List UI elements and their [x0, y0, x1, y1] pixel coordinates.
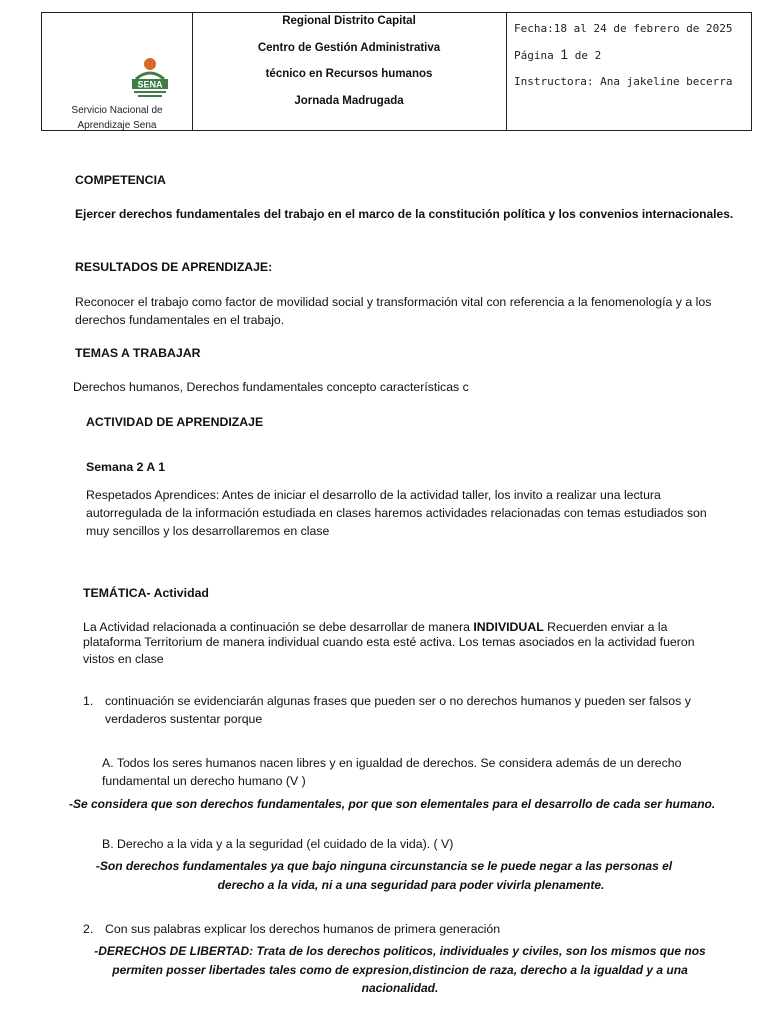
answer-2-line: -DERECHOS DE LIBERTAD: Trata de los derechos politicos, individuales y civiles, son los mismos que nos — [94, 944, 706, 958]
item2-text: Con sus palabras explicar los derechos humanos de primera generación — [105, 922, 501, 936]
item1-text-line: continuación se evidenciarán algunas frases que pueden ser o no derechos humanos y pueden ser falsos y — [105, 694, 691, 708]
statement-b: B. Derecho a la vida y a la seguridad (el cuidado de la vida). ( V) — [102, 837, 454, 851]
resultados-text-line: derechos fundamentales en el trabajo. — [75, 313, 285, 327]
regional-name: Regional Distrito Capital — [282, 15, 416, 27]
date-label: Fecha:18 al 24 de febrero de 2025 — [514, 22, 733, 35]
statement-a-line: A. Todos los seres humanos nacen libres y en igualdad de derechos. Se considera además de un derecho — [102, 756, 682, 770]
center-name: Centro de Gestión Administrativa — [257, 42, 441, 54]
program-name: técnico en Recursos humanos — [265, 68, 433, 80]
org-name-line: Servicio Nacional de — [71, 105, 163, 116]
page-number — [514, 47, 601, 63]
tematica-text-line: vistos en clase — [83, 652, 164, 666]
answer-2-line: nacionalidad. — [361, 981, 439, 995]
document-header-table — [41, 12, 752, 131]
org-name-line: Aprendizaje Sena — [77, 120, 157, 131]
tematica-text-part: Recuerden enviar a la — [543, 620, 668, 634]
organization-name — [42, 103, 192, 133]
temas-heading: TEMAS A TRABAJAR — [75, 346, 201, 360]
item1-text-line: verdaderos sustentar porque — [105, 712, 263, 726]
competencia-text: Ejercer derechos fundamentales del trabajo en el marco de la constitución política y los convenios internacionales. — [75, 207, 734, 221]
actividad-heading: ACTIVIDAD DE APRENDIZAJE — [86, 415, 264, 429]
page-current: 1 — [560, 46, 569, 62]
actividad-intro-line: autorregulada de la información estudiada en clases haremos actividades relacionadas con temas estudiados son — [86, 506, 707, 520]
resultados-text-line: Reconocer el trabajo como factor de movilidad social y transformación vital con referencia a la fenomenología y a los — [75, 295, 712, 309]
header-right-cell — [506, 13, 751, 130]
actividad-intro-line: Respetados Aprendices: Antes de iniciar el desarrollo de la actividad taller, los invito a realizar una lectura — [86, 488, 661, 502]
tematica-text-line: plataforma Territorium de manera individual cuando esta esté activa. Los temas asociados en la actividad fueron — [83, 635, 695, 649]
statement-a-line: fundamental un derecho humano (V ) — [102, 774, 306, 788]
page-prefix: Página — [514, 49, 561, 62]
tematica-heading: TEMÁTICA- Actividad — [83, 586, 209, 600]
answer-b-line: derecho a la vida, ni a una seguridad para poder vivirla plenamente. — [217, 878, 605, 892]
instructor-label: Instructora: Ana jakeline becerra — [514, 75, 733, 88]
answer-a: -Se considera que son derechos fundamentales, por que son elementales para el desarrollo de cada ser humano. — [69, 797, 716, 811]
answer-2-line: permiten posser libertades tales como de expresion,distincion de raza, derecho a la igualdad y a una — [112, 963, 688, 977]
actividad-intro-line: muy sencillos y los desarrollaremos en clase — [86, 524, 330, 538]
header-center-cell — [192, 13, 506, 130]
item-number: 2. — [83, 922, 94, 936]
logo-cell — [42, 13, 192, 130]
semana-label: Semana 2 A 1 — [86, 460, 166, 474]
temas-text: Derechos humanos, Derechos fundamentales concepto características c — [73, 380, 469, 394]
logo-text: SENA — [137, 79, 163, 90]
sena-logo — [124, 57, 176, 101]
individual-emphasis: INDIVIDUAL — [473, 620, 544, 634]
answer-b-line: -Son derechos fundamentales ya que bajo ninguna circunstancia se le puede negar a las personas el — [95, 859, 673, 873]
tematica-text-part: La Actividad relacionada a continuación se debe desarrollar de manera — [83, 620, 474, 634]
resultados-heading: RESULTADOS DE APRENDIZAJE: — [75, 260, 273, 274]
competencia-heading: COMPETENCIA — [75, 173, 166, 187]
item-number: 1. — [83, 694, 94, 708]
page-suffix: de 2 — [568, 49, 602, 62]
schedule-name: Jornada Madrugada — [294, 95, 404, 107]
